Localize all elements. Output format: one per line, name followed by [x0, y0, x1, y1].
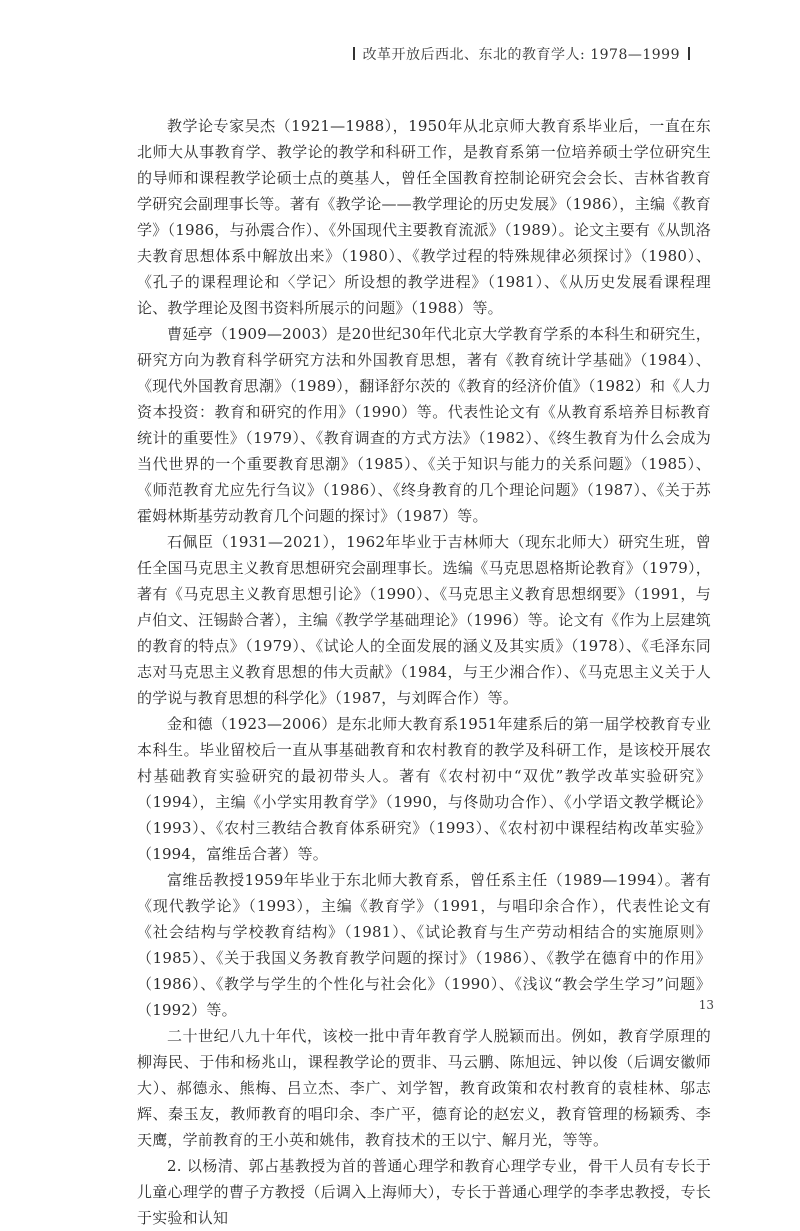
divider-bar-left: [353, 47, 355, 60]
paragraph-cao-yanting: 曹延亭（1909—2003）是20世纪30年代北京大学教育学系的本科生和研究生，研究方向为教育科学研究方法和外国教育思想，著有《教育统计学基础》（1984）、《现代外国教育思潮》（1989），翻译舒尔茨的《教育的经济价值》（1982）和《人力资本投资：教育和研究的作用》（1990）等。代表性论文有《从教育系培养目标教育统计的重要性》（1979）、《教育调查的方式方法》（1982）、《终生教育为什么会成为当代世界的一个重要教育思潮》（1985）、《关于知识与能力的关系问题》（1985）、《师范教育尤应先行刍议》（1986）、《终身教育的几个理论问题》（1987）、《关于苏霍姆林斯基劳动教育几个问题的探讨》（1987）等。: [137, 325, 711, 525]
divider-bar-right: [688, 47, 690, 60]
body-text: [137, 113, 711, 1231]
running-head: [345, 44, 698, 64]
running-title: 改革开放后西北、东北的教育学人: 1978—1999: [362, 47, 680, 63]
paragraph-wu-jie: 教学论专家吴杰（1921—1988），1950年从北京师大教育系毕业后，一直在东北师大从事教育学、教学论的教学和科研工作，是教育系第一位培养硕士学位研究生的导师和课程教学论硕士点的奠基人，曾任全国教育控制论研究会会长、吉林省教育学研究会副理事长等。著有《教学论——教学理论的历史发展》（1986），主编《教育学》（1986，与孙震合作）、《外国现代主要教育流派》（1989）。论文主要有《从凯洛夫教育思想体系中解放出来》（1980）、《教学过程的特殊规律必须探讨》（1980）、《孔子的课程理论和〈学记〉所设想的教学进程》（1981）、《从历史发展看课程理论、教学理论及图书资料所展示的问题》（1988）等。: [137, 117, 711, 317]
paragraph-fu-weiyue: 富维岳教授1959年毕业于东北师大教育系，曾任系主任（1989—1994）。著有《现代教学论》（1993），主编《教育学》（1991，与唱印余合作），代表性论文有《社会结构与学校教育结构》（1981）、《试论教育与生产劳动相结合的实施原则》（1985）、《关于我国义务教育教学问题的探讨》（1986）、《教学在德育中的作用》（1986）、《教学与学生的个性化与社会化》（1990）、《浅议“教会学生学习”问题》（1992）等。: [137, 871, 711, 1019]
page-number: 13: [698, 998, 714, 1012]
paragraph-young-scholars: 二十世纪八九十年代，该校一批中青年教育学人脱颖而出。例如，教育学原理的柳海民、于伟和杨兆山，课程教学论的贾非、马云鹏、陈旭远、钟以俊（后调安徽师大）、郝德永、熊梅、吕立杰、李广、刘学智，教育政策和农村教育的袁桂林、邬志辉、秦玉友，教师教育的唱印余、李广平，德育论的赵宏义，教育管理的杨颖秀、李天鹰，学前教育的王小英和姚伟，教育技术的王以宁、解月光，等等。: [137, 1027, 711, 1149]
paragraph-psychology: 2. 以杨清、郭占基教授为首的普通心理学和教育心理学专业，骨干人员有专长于儿童心理学的曹子方教授（后调入上海师大），专长于普通心理学的李孝忠教授，专长于实验和认知: [137, 1157, 711, 1227]
paragraph-jin-hede: 金和德（1923—2006）是东北师大教育系1951年建系后的第一届学校教育专业本科生。毕业留校后一直从事基础教育和农村教育的教学及科研工作，是该校开展农村基础教育实验研究的最初带头人。著有《农村初中“双优”教学改革实验研究》（1994），主编《小学实用教育学》（1990，与佟勋功合作）、《小学语文教学概论》（1993）、《农村三教结合教育体系研究》（1993）、《农村初中课程结构改革实验》（1994，富维岳合著）等。: [137, 715, 711, 863]
paragraph-shi-peichen: 石佩臣（1931—2021），1962年毕业于吉林师大（现东北师大）研究生班，曾任全国马克思主义教育思想研究会副理事长。选编《马克思恩格斯论教育》（1979），著有《马克思主义教育思想引论》（1990）、《马克思主义教育思想纲要》（1991，与卢伯文、汪锡龄合著），主编《教学学基础理论》（1996）等。论文有《作为上层建筑的教育的特点》（1979）、《试论人的全面发展的涵义及其实质》（1978）、《毛泽东同志对马克思主义教育思想的伟大贡献》（1984，与王少湘合作）、《马克思主义关于人的学说与教育思想的科学化》（1987，与刘晖合作）等。: [137, 533, 711, 707]
